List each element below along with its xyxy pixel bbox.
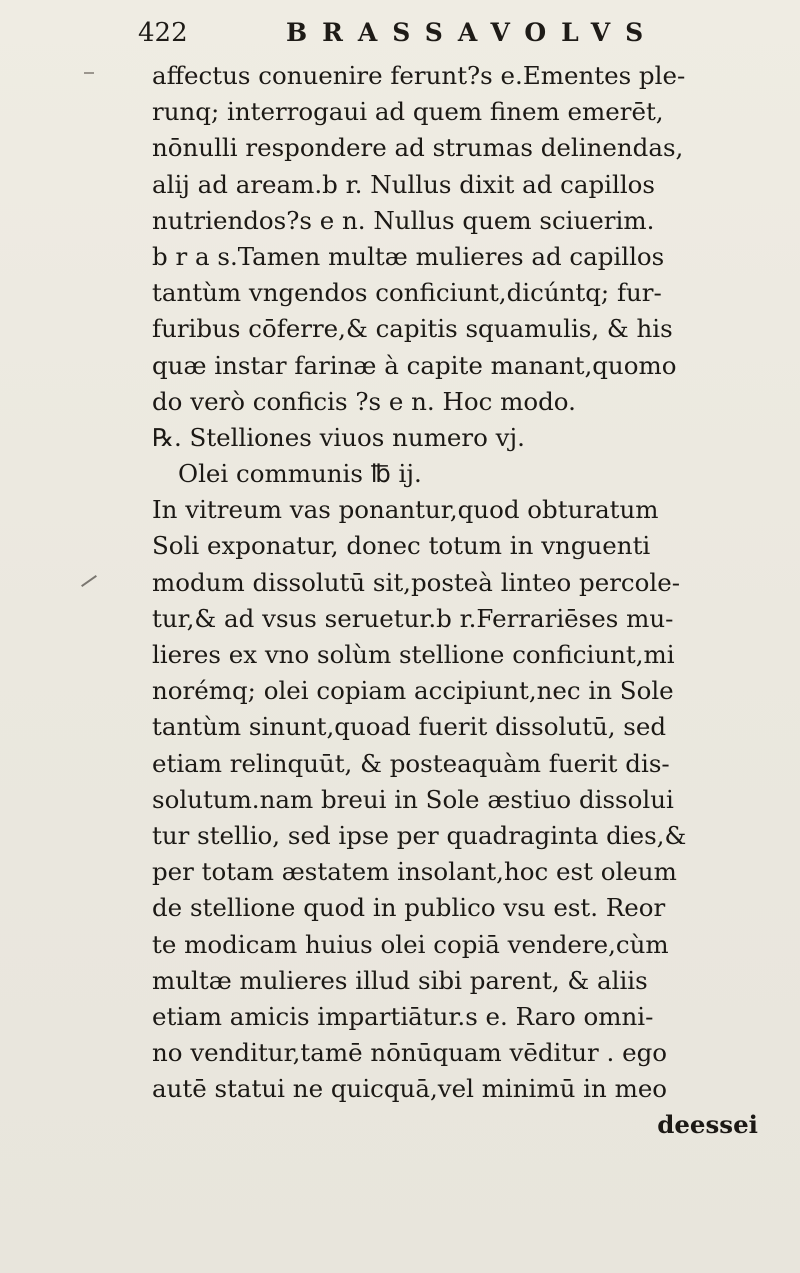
text-line: etiam amicis impartiātur.s e. Raro omni-	[152, 1001, 654, 1031]
recipe-line: Olei communis ℔ ij.	[178, 459, 422, 489]
text-line: b r a s.Tamen multæ mulieres ad capillos	[152, 241, 665, 271]
text-line: nutriendos?s e n. Nullus quem sciuerim.	[152, 205, 655, 235]
margin-mark	[84, 72, 94, 74]
text-line: furibus cōferre,& capitis squamulis, & his	[152, 314, 673, 344]
text-line: tantùm vngendos conficiunt,dicúntq; fur-	[152, 278, 662, 308]
page-header	[138, 14, 758, 54]
page-number: 422	[138, 18, 188, 48]
text-line: lieres ex vno solùm stellione conficiunt,mi	[152, 640, 675, 669]
text-line: tantùm sinunt,quoad fuerit dissolutū, sed	[152, 712, 667, 742]
text-line: do verò conficis ?s e n. Hoc modo.	[152, 386, 576, 416]
text-line: affectus conuenire ferunt?s e.Ementes ple-	[152, 61, 686, 90]
text-line: etiam relinquūt, & posteaquàm fuerit dis-	[152, 748, 670, 778]
body-text	[152, 58, 778, 1144]
text-line: alij ad aream.b r. Nullus dixit ad capillos	[152, 169, 656, 199]
text-line: Soli exponatur, donec totum in vnguenti	[152, 531, 651, 561]
text-line: runq; interrogaui ad quem finem emerēt,	[152, 97, 664, 127]
text-line: In vitreum vas ponantur,quod obturatum	[152, 495, 659, 525]
text-line: norémq; olei copiam accipiunt,nec in Sole	[152, 676, 674, 706]
recipe-line: ℞. Stelliones viuos numero vj.	[152, 422, 525, 452]
text-line: autē statui ne quicquā,vel minimū in meo	[152, 1074, 668, 1104]
text-line: solutum.nam breui in Sole æstiuo dissolui	[152, 784, 674, 814]
text-line: multæ mulieres illud sibi parent, & aliis	[152, 965, 648, 995]
text-line: no venditur,tamē nōnūquam vēditur . ego	[152, 1038, 668, 1068]
text-line: tur stellio, sed ipse per quadraginta dies,&	[152, 820, 687, 850]
text-line: te modicam huius olei copiā vendere,cùm	[152, 929, 669, 959]
text-line: modum dissolutū sit,posteà linteo percole-	[152, 567, 681, 597]
text-line: tur,& ad vsus seruetur.b r.Ferrariēses mu-	[152, 603, 674, 633]
text-line: quæ instar farinæ à capite manant,quomo	[152, 350, 677, 380]
text-line: per totam æstatem insolant,hoc est oleum	[152, 857, 677, 887]
text-line: de stellione quod in publico vsu est. Reor	[152, 893, 666, 923]
catchword: deessei	[657, 1110, 758, 1140]
running-head: BRASSAVOLVS	[286, 18, 659, 47]
margin-mark	[81, 575, 97, 587]
text-line: nōnulli respondere ad strumas delinendas,	[152, 133, 684, 163]
